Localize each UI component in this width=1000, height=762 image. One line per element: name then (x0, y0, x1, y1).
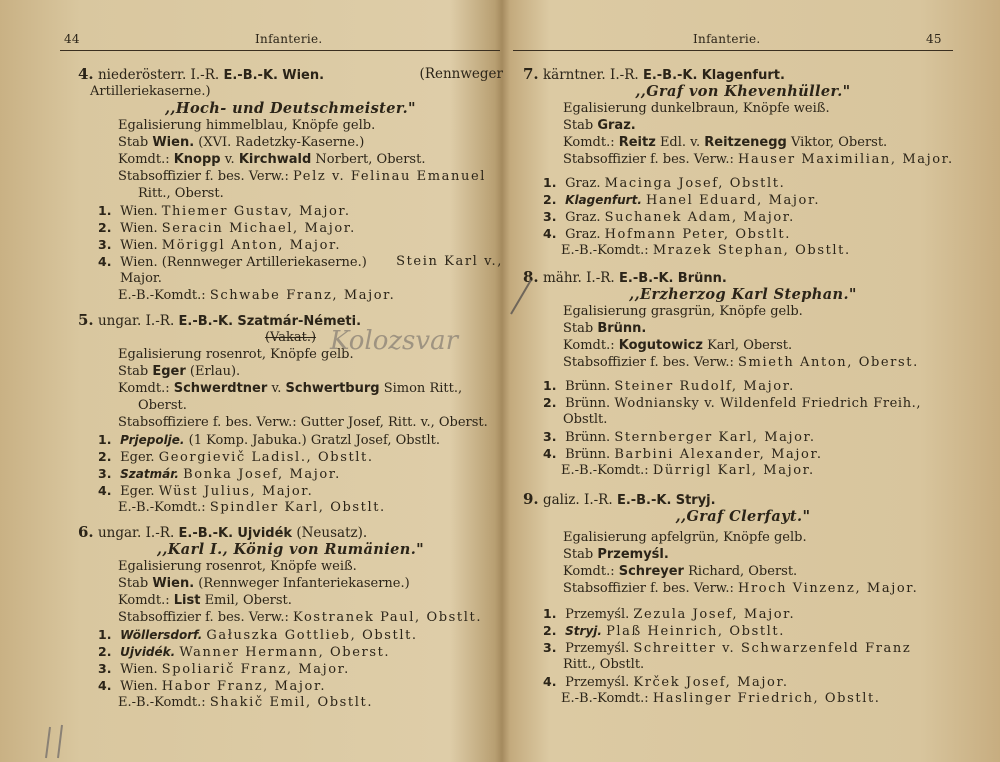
battalion-number: 3. (98, 466, 112, 481)
komdt-cont: Oberst. (138, 398, 187, 413)
komdt-rank: Norbert, Oberst. (315, 152, 426, 167)
ebk-label: E.-B.-K. (642, 68, 698, 83)
stab-location: Wien. (152, 135, 195, 150)
battalion-number: 1. (98, 203, 112, 218)
battalion-row (78, 626, 503, 643)
regiment-heading (78, 66, 503, 83)
komdt-particle: Edl. v. (659, 135, 701, 150)
ebk-komdt-line (78, 499, 503, 516)
battalion-row (523, 673, 963, 690)
komdt-line (523, 337, 963, 354)
battalion-row (78, 202, 503, 219)
battalion-location: Wien. (120, 221, 158, 236)
komdt-label: Komdt.: (563, 564, 615, 579)
egalisierung: Egalisierung dunkelbraun, Knöpfe weiß. (563, 101, 830, 116)
regiment-title: ,,Graf Clerfayt." (675, 508, 811, 525)
komdt-name: Schwerdtner (173, 381, 268, 396)
regiment-title: ,,Erzherzog Karl Stephan." (629, 286, 857, 303)
regiment-title: ,,Graf von Khevenhüller." (635, 83, 851, 100)
stab-line (523, 320, 963, 337)
page-number: 44 (64, 32, 80, 46)
regiment-type: ungar. I.-R. (97, 525, 175, 541)
regiment-number: 4. (78, 65, 94, 83)
running-head: Infanterie. (255, 32, 323, 46)
battalion-number: 2. (98, 449, 112, 464)
komdt-name-2: Kirchwald (238, 152, 312, 167)
battalion-location: Brünn. (565, 396, 611, 411)
ebk-komdt-line (523, 462, 963, 479)
battalion-row (523, 445, 963, 462)
stab-line (78, 363, 503, 380)
komdt-name-2: Schwertburg (285, 381, 380, 396)
battalion-number: 2. (98, 220, 112, 235)
egalisierung: Egalisierung grasgrün, Knöpfe gelb. (563, 304, 803, 319)
left-content (78, 66, 503, 711)
regiment-title: ,,Karl I., König von Rumänien." (156, 541, 425, 558)
ebk-location: Szatmár-Németi. (237, 314, 362, 329)
ebk-komdt-label: E.-B.-Komdt.: (118, 288, 206, 303)
komdt-line (78, 592, 503, 609)
ebk-location-note-cont: Artilleriekaserne.) (90, 84, 211, 99)
komdt-line (523, 134, 963, 151)
stabsoffizier-label: Stabsoffizier f. bes. Verw.: (563, 152, 734, 167)
battalion-location: Graz. (565, 176, 601, 191)
stabsoffizier-line (78, 168, 503, 185)
battalion-row (78, 236, 503, 253)
komdt-line (78, 151, 503, 168)
battalion-commander: Hanel Eduard, Major. (646, 193, 821, 208)
battalion-commander: Schreitter v. Schwarzenfeld Franz (633, 641, 912, 656)
stabsoffizier-name: Pelz v. Felinau Emanuel (293, 169, 487, 184)
stabsoffizier-line (523, 151, 963, 168)
ebk-komdt-label: E.-B.-Komdt.: (118, 500, 206, 515)
komdt-rank: Viktor, Oberst. (790, 135, 888, 150)
komdt-name: Schreyer (618, 564, 684, 579)
regiment-number: 7. (523, 65, 539, 83)
battalion-location-note: (1 Komp. Jabuka.) (188, 433, 307, 448)
battalion-commander-cont: Major. (120, 271, 162, 286)
regiment-heading (523, 269, 963, 286)
battalion-commander: Suchanek Adam, Major. (604, 210, 795, 225)
komdt-particle: v. (224, 152, 235, 167)
battalion-location: Wien. (120, 662, 158, 677)
battalion-row (523, 191, 963, 208)
stab-location: Eger (152, 364, 186, 379)
stabsoffizier-label: Stabsoffizier f. bes. Verw.: (563, 581, 734, 596)
komdt-name: Knopp (173, 152, 221, 167)
stab-note: (Erlau). (189, 364, 241, 379)
regiment-heading (78, 524, 503, 541)
battalion-row (78, 431, 503, 448)
battalion-number: 4. (98, 254, 112, 269)
running-head: Infanterie. (693, 32, 761, 46)
regiment-type: kärntner. I.-R. (542, 67, 639, 83)
stabsoffizier-name: Gutter Josef, Ritt. v., Oberst. (300, 415, 488, 430)
stabsoffizier-name: Kostranek Paul, Obstlt. (293, 610, 483, 625)
ebk-komdt-label: E.-B.-Komdt.: (118, 695, 206, 710)
komdt-label: Komdt.: (563, 135, 615, 150)
battalion-location: Wien. (120, 679, 158, 694)
battalion-commander: Bonka Josef, Major. (183, 467, 341, 482)
battalion-commander-cont: Ritt., Obstlt. (563, 657, 645, 672)
ebk-location: Brünn. (677, 271, 727, 286)
battalion-row (523, 639, 963, 656)
stab-location: Brünn. (597, 321, 647, 336)
ebk-location: Stryj. (675, 493, 716, 508)
ebk-location-note: (Neusatz). (296, 525, 368, 541)
stabsoffizier-name: Hauser Maximilian, Major. (738, 152, 954, 167)
battalion-row (78, 677, 503, 694)
regiment-type: galiz. I.-R. (542, 492, 613, 508)
battalion-commander: Seracin Michael, Major. (161, 221, 356, 236)
battalion-commander: Stein Karl v., (396, 254, 503, 269)
komdt-label: Komdt.: (118, 152, 170, 167)
stabsoffizier-label: Stabsoffizier f. bes. Verw.: (118, 610, 289, 625)
battalion-row (78, 465, 503, 482)
ebk-komdt-name: Spindler Karl, Obstlt. (209, 500, 386, 515)
battalion-number: 3. (98, 661, 112, 676)
komdt-particle: v. (271, 381, 282, 396)
stab-line (78, 575, 503, 592)
ebk-komdt-name: Shakič Emil, Obstlt. (209, 695, 374, 710)
battalion-commander: Zezula Josef, Major. (633, 607, 796, 622)
battalion-number: 2. (543, 395, 557, 410)
ebk-komdt-line (523, 690, 963, 707)
komdt-line (78, 380, 503, 397)
battalion-location: Eger. (120, 484, 155, 499)
battalion-commander: Georgievič Ladisl., Obstlt. (158, 450, 374, 465)
komdt-label: Komdt.: (118, 593, 170, 608)
komdt-name: Reitz (618, 135, 656, 150)
komdt-label: Komdt.: (563, 338, 615, 353)
stab-label: Stab (563, 321, 594, 336)
battalion-row (78, 253, 503, 270)
ebk-komdt-name: Mrazek Stephan, Obstlt. (652, 243, 851, 258)
egalisierung: Egalisierung himmelblau, Knöpfe gelb. (118, 118, 376, 133)
battalion-row (78, 660, 503, 677)
pencil-mark-icon (507, 276, 537, 316)
battalion-number: 2. (543, 623, 557, 638)
battalion-commander: Gałuszka Gottlieb, Obstlt. (206, 628, 418, 643)
battalion-number: 1. (98, 432, 112, 447)
battalion-commander: Barbini Alexander, Major. (614, 447, 823, 462)
battalion-number: 1. (543, 175, 557, 190)
ebk-komdt-label: E.-B.-Komdt.: (561, 463, 649, 478)
ebk-label: E.-B.-K. (619, 271, 674, 286)
battalion-location: Brünn. (565, 447, 611, 462)
stabsoffizier-name: Hroch Vinzenz, Major. (738, 581, 919, 596)
stab-location: Wien. (152, 576, 195, 591)
stabsoffizier-name: Smieth Anton, Oberst. (738, 355, 919, 370)
regiment-number: 6. (78, 523, 94, 541)
regiment-number: 8. (523, 268, 539, 286)
battalion-location: Graz. (565, 227, 601, 242)
regiment-number: 5. (78, 311, 94, 329)
battalion-location: Stryj. (565, 624, 602, 638)
battalion-row (523, 174, 963, 191)
stab-label: Stab (118, 135, 149, 150)
komdt-name: List (173, 593, 201, 608)
battalion-location: Brünn. (565, 430, 611, 445)
battalion-location: Przemyśl. (565, 607, 630, 622)
komdt-rank: Simon Ritt., (383, 381, 463, 396)
battalion-number: 1. (543, 606, 557, 621)
battalion-number: 4. (543, 674, 557, 689)
stab-label: Stab (118, 364, 149, 379)
ebk-komdt-name: Haslinger Friedrich, Obstlt. (652, 691, 881, 706)
battalion-row (523, 377, 963, 394)
battalion-row (78, 219, 503, 236)
battalion-commander: Habor Franz, Major. (161, 679, 327, 694)
battalion-commander: Möriggl Anton, Major. (161, 238, 342, 253)
regiment-heading (523, 491, 963, 508)
battalion-row (523, 225, 963, 242)
stab-line (523, 546, 963, 563)
ebk-label: E.-B.-K. (223, 68, 278, 83)
ebk-label: E.-B.-K. (178, 526, 234, 541)
battalion-commander: Thiemer Gustav, Major. (161, 204, 351, 219)
battalion-location: Ujvidék. (120, 645, 176, 659)
ebk-location: Klagenfurt. (701, 68, 785, 83)
battalion-location: Brünn. (565, 379, 611, 394)
battalion-commander: Wanner Hermann, Oberst. (179, 645, 391, 660)
battalion-location: Wien. (120, 238, 158, 253)
regiment-type: ungar. I.-R. (97, 313, 175, 329)
battalion-row (523, 208, 963, 225)
stabsoffizier-label: Stabsoffizier f. bes. Verw.: (563, 355, 734, 370)
battalion-row (523, 622, 963, 639)
stabsoffizier-line (78, 414, 503, 431)
komdt-label: Komdt.: (118, 381, 170, 396)
ebk-location-note: (Rennweger (419, 66, 503, 82)
pencil-annotation: Kolozsvar (330, 326, 459, 356)
ebk-komdt-name: Schwabe Franz, Major. (209, 288, 396, 303)
stabsoffizier-line (523, 580, 963, 597)
ebk-label: E.-B.-K. (178, 314, 234, 329)
battalion-location: Wöllersdorf. (120, 628, 203, 642)
stabsoffizier-line (523, 354, 963, 371)
battalion-location: Wien. (120, 204, 158, 219)
battalion-commander: Gratzl Josef, Obstlt. (310, 433, 440, 448)
battalion-commander: Krček Josef, Major. (633, 675, 789, 690)
battalion-commander: Sternberger Karl, Major. (614, 430, 816, 445)
battalion-commander: Wodniansky v. Wildenfeld Friedrich Freih., (614, 396, 922, 411)
battalion-location: Wien. (120, 255, 158, 270)
right-page (505, 0, 1000, 762)
battalion-number: 1. (98, 627, 112, 642)
egalisierung: Egalisierung rosenrot, Knöpfe weiß. (118, 559, 357, 574)
header-rule (60, 50, 500, 51)
battalion-commander-cont: Obstlt. (563, 412, 608, 427)
battalion-location: Prjepolje. (120, 433, 185, 447)
regiment-number: 9. (523, 490, 539, 508)
battalion-number: 3. (543, 429, 557, 444)
egalisierung: Egalisierung apfelgrün, Knöpfe gelb. (563, 530, 807, 545)
battalion-number: 3. (543, 640, 557, 655)
battalion-location: Przemyśl. (565, 675, 630, 690)
battalion-row (523, 394, 963, 411)
ebk-location: Wien. (282, 68, 325, 83)
komdt-name-2: Reitzenegg (704, 135, 787, 150)
battalion-commander: Steiner Rudolf, Major. (614, 379, 795, 394)
battalion-commander: Wüst Julius, Major. (158, 484, 314, 499)
battalion-number: 3. (543, 209, 557, 224)
komdt-rank: Emil, Oberst. (204, 593, 292, 608)
ebk-label: E.-B.-K. (616, 493, 672, 508)
stabsoffizier-cont: Ritt., Oberst. (138, 186, 224, 201)
battalion-number: 3. (98, 237, 112, 252)
stabsoffizier-label: Stabsoffiziere f. bes. Verw.: (118, 415, 297, 430)
pencil-mark-icon (40, 722, 80, 762)
battalion-number: 2. (543, 192, 557, 207)
stab-line (523, 117, 963, 134)
ebk-location: Ujvidék (237, 526, 293, 541)
battalion-commander: Macinga Josef, Obstlt. (604, 176, 786, 191)
battalion-row (78, 448, 503, 465)
battalion-location: Przemyśl. (565, 641, 630, 656)
stab-line (78, 134, 503, 151)
battalion-location: Graz. (565, 210, 601, 225)
battalion-commander: Spoliarič Franz, Major. (161, 662, 350, 677)
ebk-komdt-name: Dürrigl Karl, Major. (652, 463, 815, 478)
battalion-location: Klagenfurt. (565, 193, 642, 207)
battalion-commander: Hofmann Peter, Obstlt. (604, 227, 791, 242)
battalion-row (523, 428, 963, 445)
battalion-number: 4. (543, 446, 557, 461)
battalion-number: 2. (98, 644, 112, 659)
komdt-rank: Karl, Oberst. (707, 338, 793, 353)
komdt-line (523, 563, 963, 580)
battalion-location-note: (Rennweger Artilleriekaserne.) (161, 255, 367, 270)
battalion-location: Szatmár. (120, 467, 179, 481)
header-rule (513, 50, 953, 51)
battalion-row (523, 605, 963, 622)
battalion-number: 4. (543, 226, 557, 241)
ebk-komdt-line (78, 287, 503, 304)
battalion-number: 4. (98, 678, 112, 693)
stab-note: (XVI. Radetzky-Kaserne.) (198, 135, 365, 150)
komdt-name: Kogutowicz (618, 338, 703, 353)
right-content (523, 66, 963, 707)
stab-note: (Rennweger Infanteriekaserne.) (198, 576, 410, 591)
stab-label: Stab (118, 576, 149, 591)
battalion-number: 4. (98, 483, 112, 498)
ebk-komdt-line (523, 242, 963, 259)
regiment-type: niederösterr. I.-R. (97, 67, 220, 83)
battalion-number: 1. (543, 378, 557, 393)
battalion-row (78, 643, 503, 660)
stab-location: Przemyśl. (597, 547, 669, 562)
battalion-row (78, 482, 503, 499)
ebk-komdt-label: E.-B.-Komdt.: (561, 691, 649, 706)
regiment-type: mähr. I.-R. (542, 270, 615, 286)
stab-label: Stab (563, 118, 594, 133)
ebk-komdt-line (78, 694, 503, 711)
stab-label: Stab (563, 547, 594, 562)
regiment-title: ,,Hoch- und Deutschmeister." (164, 100, 417, 117)
stab-location: Graz. (597, 118, 636, 133)
vakat-title: (Vakat.) (264, 330, 317, 345)
komdt-rank: Richard, Oberst. (688, 564, 798, 579)
battalion-location: Eger. (120, 450, 155, 465)
regiment-heading (523, 66, 963, 83)
egalisierung: Egalisierung rosenrot, Knöpfe gelb. (118, 347, 354, 362)
ebk-komdt-label: E.-B.-Komdt.: (561, 243, 649, 258)
page-number: 45 (926, 32, 942, 46)
stabsoffizier-label: Stabsoffizier f. bes. Verw.: (118, 169, 289, 184)
stabsoffizier-line (78, 609, 503, 626)
battalion-commander: Plaß Heinrich, Obstlt. (606, 624, 785, 639)
